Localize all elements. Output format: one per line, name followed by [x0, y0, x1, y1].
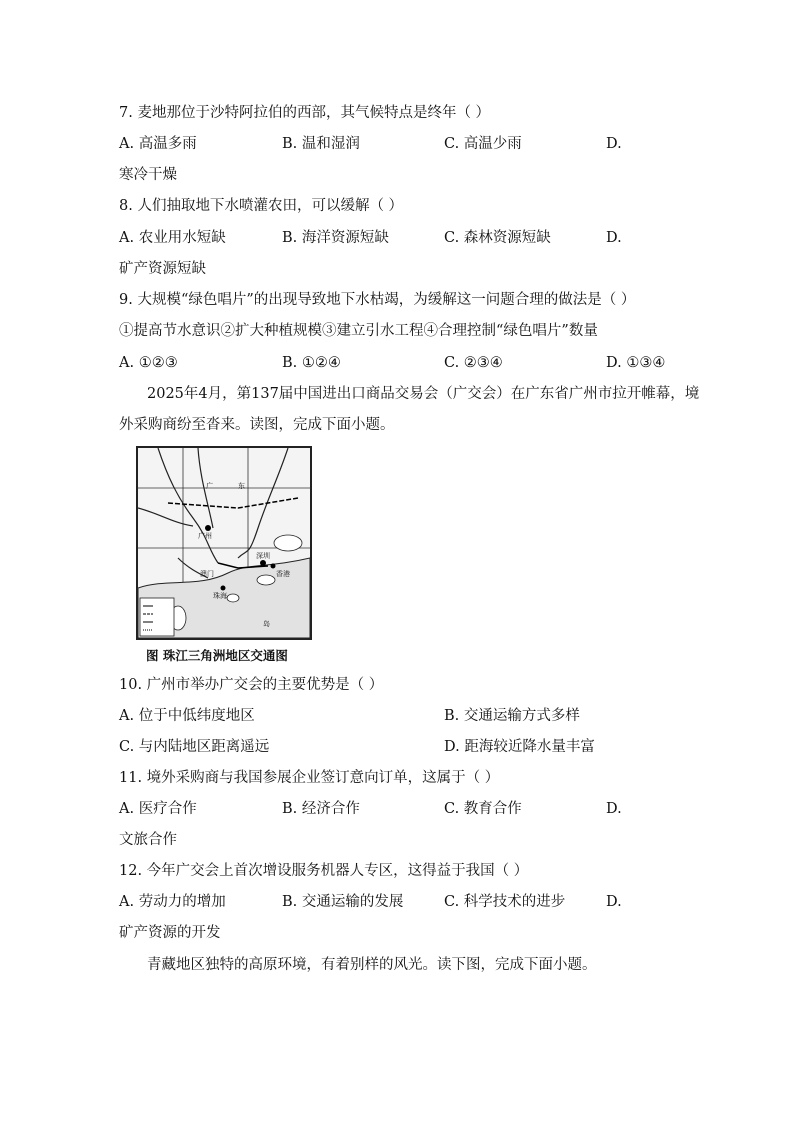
intro1-line2: 外采购商纷至沓来。读图，完成下面小题。: [119, 417, 395, 433]
q12-option-b: B. 交通运输的发展: [282, 894, 404, 910]
q9-option-a: A. ①②③: [119, 355, 178, 371]
q8-option-d: D.: [606, 230, 622, 246]
q10-option-c: C. 与内陆地区距离遥远: [119, 739, 270, 755]
q8-stem: 8. 人们抽取地下水喷灌农田，可以缓解（ ）: [119, 198, 404, 214]
map-label-zhuhai: 珠海: [213, 592, 227, 600]
intro1-line1: 2025年4月，第137届中国进出口商品交易会（广交会）在广东省广州市拉开帷幕，境: [147, 386, 700, 402]
map-graphic: [138, 448, 310, 638]
q10-stem: 10. 广州市举办广交会的主要优势是（ ）: [119, 677, 384, 693]
q7-stem: 7. 麦地那位于沙特阿拉伯的西部，其气候特点是终年（ ）: [119, 105, 491, 121]
q9-option-d: D. ①③④: [606, 355, 666, 371]
q8-option-c: C. 森林资源短缺: [444, 230, 551, 246]
q8-option-a: A. 农业用水短缺: [119, 230, 226, 246]
q10-option-b: B. 交通运输方式多样: [444, 708, 580, 724]
map-label-hongkong: 香港: [276, 570, 290, 578]
q10-option-a: A. 位于中低纬度地区: [119, 708, 255, 724]
map-label-guang: 广: [206, 482, 213, 490]
q11-option-a: A. 医疗合作: [119, 801, 197, 817]
q7-option-d-text: 寒冷干燥: [119, 167, 177, 183]
q8-option-d-text: 矿产资源短缺: [119, 261, 206, 277]
q11-option-d-text: 文旅合作: [119, 832, 177, 848]
q9-option-c: C. ②③④: [444, 355, 503, 371]
q12-option-c: C. 科学技术的进步: [444, 894, 566, 910]
map-label-guangzhou: 广州: [198, 532, 212, 540]
q12-option-d: D.: [606, 894, 622, 910]
q11-stem: 11. 境外采购商与我国参展企业签订意向订单，这属于（ ）: [119, 770, 500, 786]
q7-option-d: D.: [606, 136, 622, 152]
map-label-macau: 澳门: [200, 570, 214, 578]
q9-stem: 9. 大规模“绿色唱片”的出现导致地下水枯竭，为缓解这一问题合理的做法是（ ）: [119, 292, 636, 308]
map-label-dong: 东: [238, 482, 245, 490]
intro2-line1: 青藏地区独特的高原环境，有着别样的风光。读下图，完成下面小题。: [147, 957, 597, 973]
map-label-shenzhen: 深圳: [256, 552, 270, 560]
q10-option-d: D. 距海较近降水量丰富: [444, 739, 595, 755]
q9-items: ①提高节水意识②扩大种植规模③建立引水工程④合理控制“绿色唱片”数量: [119, 323, 598, 339]
q7-option-c: C. 高温少雨: [444, 136, 522, 152]
q9-option-b: B. ①②④: [282, 355, 341, 371]
q11-option-c: C. 教育合作: [444, 801, 522, 817]
q11-option-d: D.: [606, 801, 622, 817]
q12-option-d-text: 矿产资源的开发: [119, 925, 221, 941]
q12-option-a: A. 劳动力的增加: [119, 894, 226, 910]
q8-option-b: B. 海洋资源短缺: [282, 230, 389, 246]
q7-option-b: B. 温和湿润: [282, 136, 360, 152]
map-label-dao: 岛: [263, 620, 270, 628]
q12-stem: 12. 今年广交会上首次增设服务机器人专区，这得益于我国（ ）: [119, 863, 529, 879]
map-caption: 图 珠江三角洲地区交通图: [146, 648, 288, 663]
q11-option-b: B. 经济合作: [282, 801, 360, 817]
pearl-river-delta-map: [136, 446, 312, 640]
q7-option-a: A. 高温多雨: [119, 136, 197, 152]
